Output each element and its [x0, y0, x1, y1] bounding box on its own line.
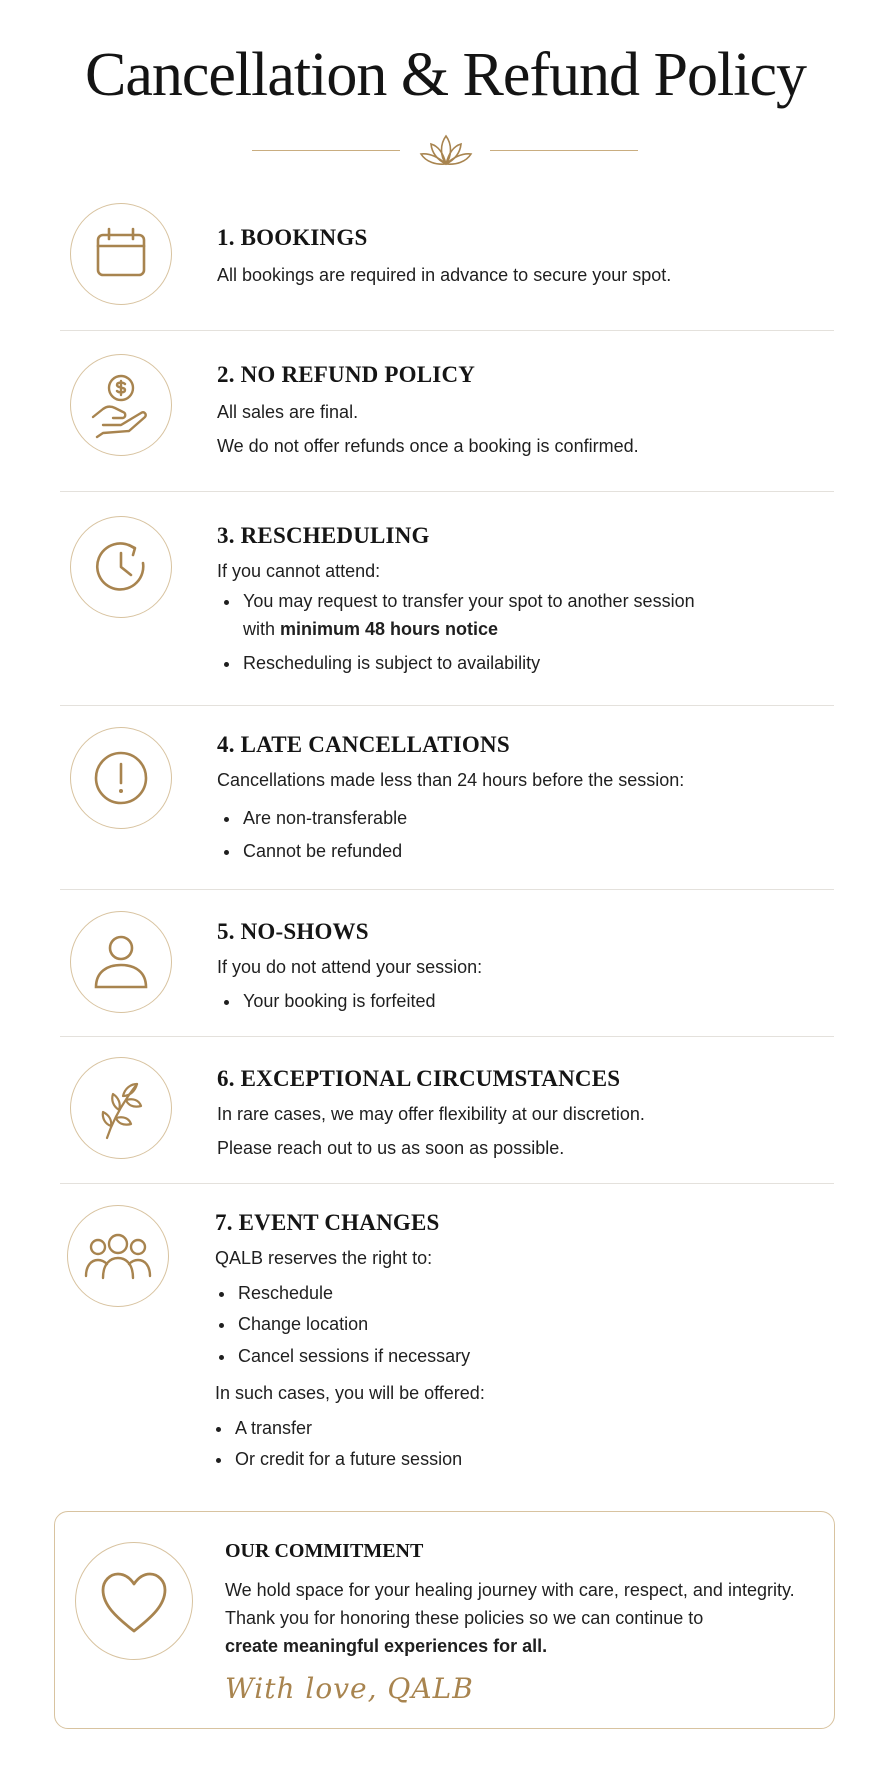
calendar-icon-circle [70, 203, 172, 305]
divider [60, 330, 834, 331]
section-text: Please reach out to us as soon as possible. [217, 1138, 565, 1158]
person-icon-circle [70, 911, 172, 1013]
bullet-bold-text: minimum 48 hours notice [280, 619, 499, 639]
section-text: QALB reserves the right to: [215, 1248, 433, 1268]
ornament-line-left [252, 150, 400, 151]
divider [60, 889, 834, 890]
bullet-item: Rescheduling is subject to availability [243, 653, 541, 673]
bullet-item: You may request to transfer your spot to another session [243, 591, 695, 611]
bullet-item: Cancel sessions if necessary [238, 1346, 471, 1366]
bullet-item: A transfer [235, 1418, 313, 1438]
section-heading: 4. LATE CANCELLATIONS [217, 732, 510, 757]
alert-icon-circle [70, 727, 172, 829]
section-event-changes [60, 1205, 834, 1485]
divider [60, 1036, 834, 1037]
section-text: Cancellations made less than 24 hours before the session: [217, 770, 685, 790]
bullet-text: with [243, 619, 281, 639]
clock-icon [71, 517, 171, 617]
person-icon [71, 912, 171, 1012]
clock-icon-circle [70, 516, 172, 618]
section-heading: 5. NO-SHOWS [217, 919, 369, 944]
section-heading: 3. RESCHEDULING [217, 523, 430, 548]
section-heading: 6. EXCEPTIONAL CIRCUMSTANCES [217, 1066, 621, 1091]
hand-coin-icon-circle [70, 354, 172, 456]
section-heading: 7. EVENT CHANGES [215, 1210, 440, 1235]
commitment-heading: OUR COMMITMENT [225, 1540, 424, 1562]
section-text: All sales are final. [217, 402, 359, 422]
divider [60, 705, 834, 706]
commitment-text-bold [225, 1636, 547, 1657]
heart-icon-circle [75, 1542, 193, 1660]
lotus-icon [418, 132, 474, 168]
page-title: Cancellation & Refund Policy [84, 41, 807, 109]
divider [60, 1183, 834, 1184]
section-text: If you cannot attend: [217, 561, 381, 581]
divider [60, 491, 834, 492]
section-no-refund [60, 352, 834, 482]
section-text: If you do not attend your session: [217, 957, 483, 977]
bullet-item: Your booking is forfeited [243, 991, 436, 1011]
section-heading: 1. BOOKINGS [217, 225, 368, 250]
section-late-cancellations [60, 726, 834, 886]
section-rescheduling [60, 515, 834, 695]
section-heading: 2. NO REFUND POLICY [217, 362, 476, 387]
section-text: We do not offer refunds once a booking is confirmed. [217, 436, 639, 456]
group-icon-circle [67, 1205, 169, 1307]
group-icon [68, 1206, 168, 1306]
commitment-bold-text: create meaningful experiences for all. [225, 1636, 548, 1656]
bullet-item: Cannot be refunded [243, 841, 403, 861]
leaf-icon [71, 1058, 171, 1158]
title-ornament [0, 130, 891, 170]
bullet-item-continuation [243, 619, 498, 640]
heart-icon [76, 1543, 192, 1659]
section-text: All bookings are required in advance to secure your spot. [217, 265, 672, 285]
bullet-item: Are non-transferable [243, 808, 408, 828]
leaf-icon-circle [70, 1057, 172, 1159]
section-no-shows [60, 911, 834, 1041]
bullet-item: Reschedule [238, 1283, 334, 1303]
bullet-item: Change location [238, 1314, 369, 1334]
calendar-icon [71, 204, 171, 304]
commitment-card [54, 1511, 835, 1729]
section-bookings [60, 203, 834, 313]
section-text: In such cases, you will be offered: [215, 1383, 485, 1403]
commitment-text: Thank you for honoring these policies so we can continue to [225, 1608, 704, 1628]
section-exceptional-circumstances [60, 1057, 834, 1187]
alert-icon [71, 728, 171, 828]
hand-coin-icon [71, 355, 171, 455]
section-text: In rare cases, we may offer flexibility at our discretion. [217, 1104, 645, 1124]
bullet-item: Or credit for a future session [235, 1449, 463, 1469]
ornament-line-right [490, 150, 638, 151]
signature: With love, QALB [225, 1672, 474, 1705]
commitment-text: We hold space for your healing journey with care, respect, and integrity. [225, 1580, 795, 1600]
